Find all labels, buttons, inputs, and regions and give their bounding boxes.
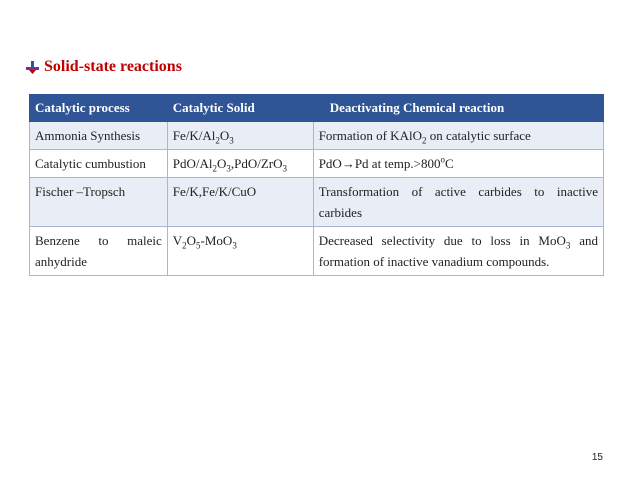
header-catalytic-process: Catalytic process xyxy=(30,95,168,122)
subscript: 3 xyxy=(565,240,571,251)
section-heading xyxy=(26,58,182,76)
subscript: 2 xyxy=(212,163,217,174)
table-row xyxy=(30,227,604,276)
cell-catalytic-process: Catalytic cumbustion xyxy=(30,150,168,178)
table-row xyxy=(30,122,604,150)
subscript: 5 xyxy=(196,240,201,251)
cell-catalytic-solid: $Fe/K/Al_2O_3$ xyxy=(167,122,313,150)
subscript: 3 xyxy=(229,135,234,146)
cell-catalytic-solid: $V_2O_5-MoO_3$ xyxy=(167,227,313,276)
cell-deactivating-reaction: Transformation of active carbides to inactive carbides xyxy=(313,178,603,227)
subscript: 3 xyxy=(226,163,231,174)
cell-deactivating-reaction: PdO→Pd at $temp.>800^oC$ xyxy=(313,150,603,178)
cell-catalytic-process: Fischer –Tropsch xyxy=(30,178,168,227)
cell-deactivating-reaction: Formation of KAlO$_2$ on catalytic surface xyxy=(313,122,603,150)
right-arrow-icon: → xyxy=(341,156,355,171)
header-catalytic-solid: Catalytic Solid xyxy=(167,95,313,122)
table-row xyxy=(30,150,604,178)
subscript: 2 xyxy=(421,135,427,146)
subscript: 3 xyxy=(232,240,237,251)
subscript: 2 xyxy=(215,135,220,146)
table-header-row xyxy=(30,95,604,122)
header-deactivating-reaction: Deactivating Chemical reaction xyxy=(313,95,603,122)
subscript: 3 xyxy=(282,163,288,174)
cell-catalytic-process: Ammonia Synthesis xyxy=(30,122,168,150)
superscript: o xyxy=(440,154,445,165)
cell-catalytic-solid: Fe/K,Fe/K/CuO xyxy=(167,178,313,227)
subscript: 2 xyxy=(182,240,187,251)
section-title: Solid-state reactions xyxy=(44,58,182,75)
cell-catalytic-process: Benzene to maleic anhydride xyxy=(30,227,168,276)
down-arrow-bullet-icon xyxy=(26,61,39,74)
cell-deactivating-reaction: Decreased selectivity due to loss in MoO$_3$ and formation of inactive vanadium compounds. xyxy=(313,227,603,276)
table-row xyxy=(30,178,604,227)
deactivation-table xyxy=(29,94,604,276)
cell-catalytic-solid: PdO/$Al_2O_3,PdO/ZrO_3$ xyxy=(167,150,313,178)
page-number: 15 xyxy=(591,452,603,463)
